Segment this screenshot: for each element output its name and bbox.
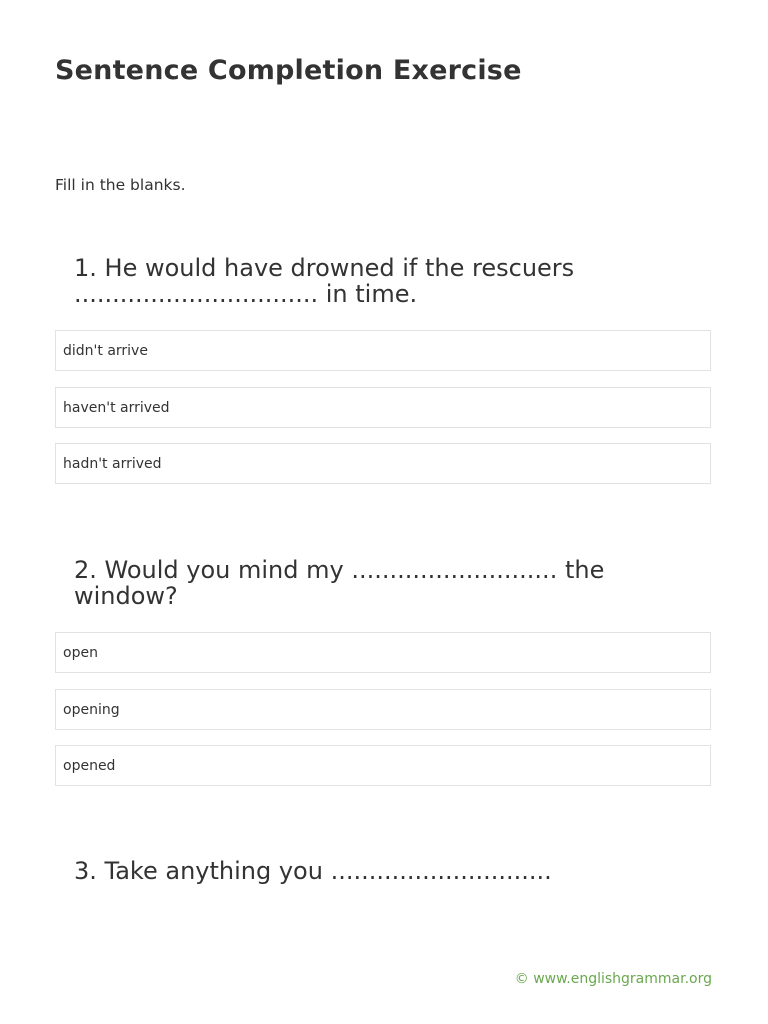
page-title: Sentence Completion Exercise <box>55 55 522 86</box>
option-label: opened <box>63 758 116 774</box>
question-2: 2. Would you mind my ........................... the window? <box>74 556 605 610</box>
option-label: opening <box>63 702 120 718</box>
footer-credit-link[interactable]: © www.englishgrammar.org <box>514 971 712 987</box>
option-open[interactable] <box>55 632 711 673</box>
option-label: didn't arrive <box>63 343 148 359</box>
option-label: haven't arrived <box>63 400 170 416</box>
option-havent-arrived[interactable] <box>55 387 711 428</box>
instructions: Fill in the blanks. <box>55 176 186 194</box>
option-label: hadn't arrived <box>63 456 162 472</box>
option-opened[interactable] <box>55 745 711 786</box>
option-didnt-arrive[interactable] <box>55 330 711 371</box>
question-1: 1. He would have drowned if the rescuers ................................ in time. <box>74 254 575 308</box>
option-hadnt-arrived[interactable] <box>55 443 711 484</box>
option-opening[interactable] <box>55 689 711 730</box>
question-3: 3. Take anything you ............................. <box>74 857 552 885</box>
option-label: open <box>63 645 98 661</box>
